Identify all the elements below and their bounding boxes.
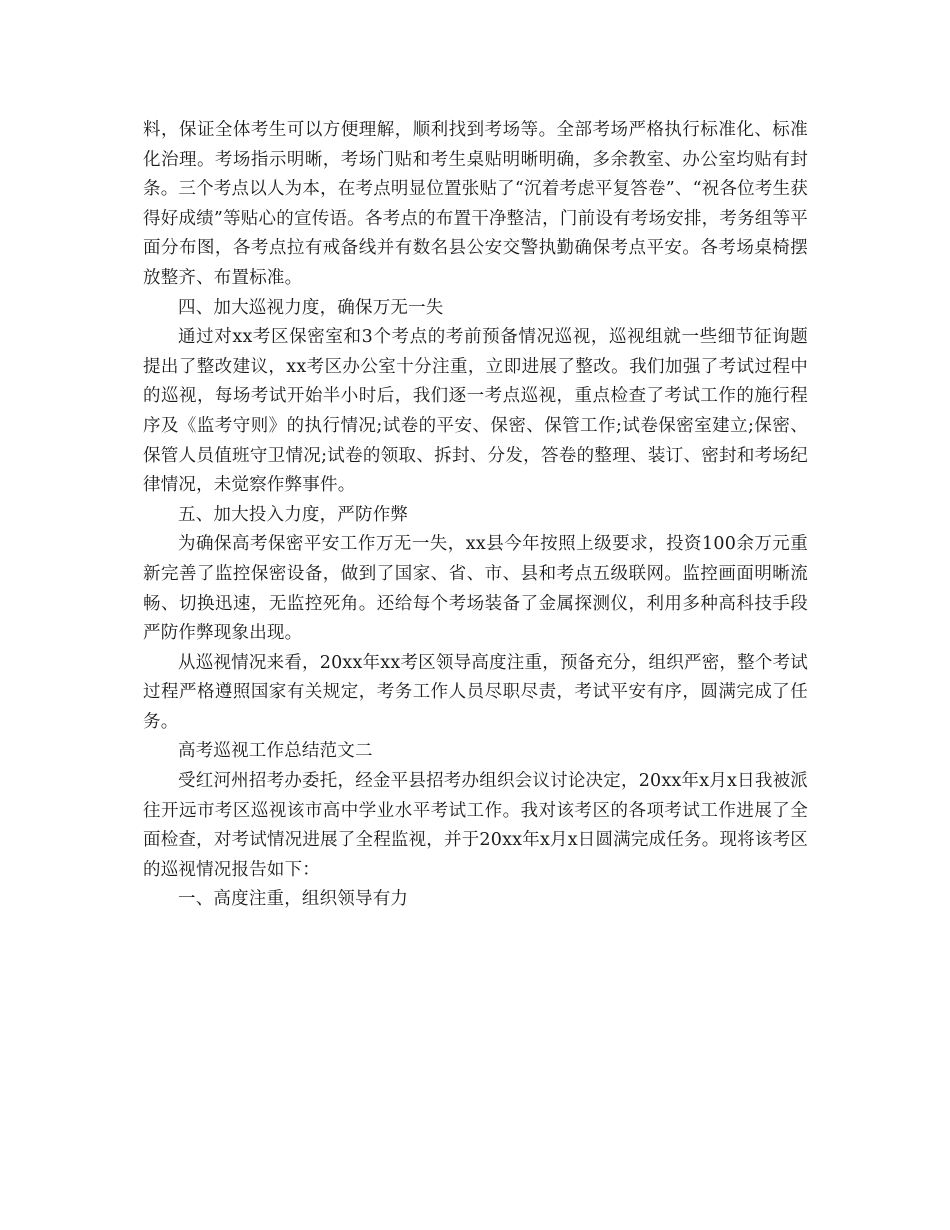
paragraph-continuation: 料，保证全体考生可以方便理解，顺利找到考场等。全部考场严格执行标准化、标准化治理。考场指示明晰，考场门贴和考生桌贴明晰明确，多余教室、办公室均贴有封条。三个考点以人为本，在考点明显位置张贴了“沉着考虑平复答卷”、“祝各位考生获得好成绩”等贴心的宣传语。各考点的布置干净整洁，门前设有考场安排，考务组等平面分布图，各考点拉有戒备线并有数名县公安交警执勤确保考点平安。各考场桌椅摆放整齐、布置标准。: [143, 120, 808, 288]
paragraph-intro-two: 受红河州招考办委托，经金平县招考办组织会议讨论决定，20xx年x月x日我被派往开远市考区巡视该市高中学业水平考试工作。我对该考区的各项考试工作进展了全面检查，对考试情况进展了全程监视，并于20xx年x月x日圆满完成任务。现将该考区的巡视情况报告如下：: [143, 771, 808, 880]
document-page: [143, 116, 808, 915]
paragraph-inspection: 通过对xx考区保密室和3个考点的考前预备情况巡视，巡视组就一些细节征询题提出了整改建议，xx考区办公室十分注重，立即进展了整改。我们加强了考试过程中的巡视，每场考试开始半小时后，我们逐一考点巡视，重点检查了考试工作的施行程序及《监考守则》的执行情况;试卷的平安、保密、保管工作;试卷保密室建立;保密、保管人员值班守卫情况;试卷的领取、拆封、分发，答卷的整理、装订、密封和考场纪律情况，未觉察作弊事件。: [143, 327, 808, 496]
document-title-two: 高考巡视工作总结范文二: [178, 741, 373, 762]
section-heading-5: 五、加大投入力度，严防作弊: [178, 504, 409, 525]
section-heading-4: 四、加大巡视力度，确保万无一失: [178, 297, 444, 318]
paragraph-investment: 为确保高考保密平安工作万无一失，xx县今年按照上级要求，投资100余万元重新完善了监控保密设备，做到了国家、省、市、县和考点五级联网。监控画面明晰流畅、切换迅速，无监控死角。还给每个考场装备了金属探测仪，利用多种高科技手段严防作弊现象出现。: [143, 534, 808, 644]
section-heading-1: 一、高度注重，组织领导有力: [178, 889, 409, 910]
paragraph-conclusion: 从巡视情况来看，20xx年xx考区领导高度注重，预备充分，组织严密，整个考试过程严格遵照国家有关规定，考务工作人员尽职尽责，考试平安有序，圆满完成了任务。: [143, 652, 808, 732]
